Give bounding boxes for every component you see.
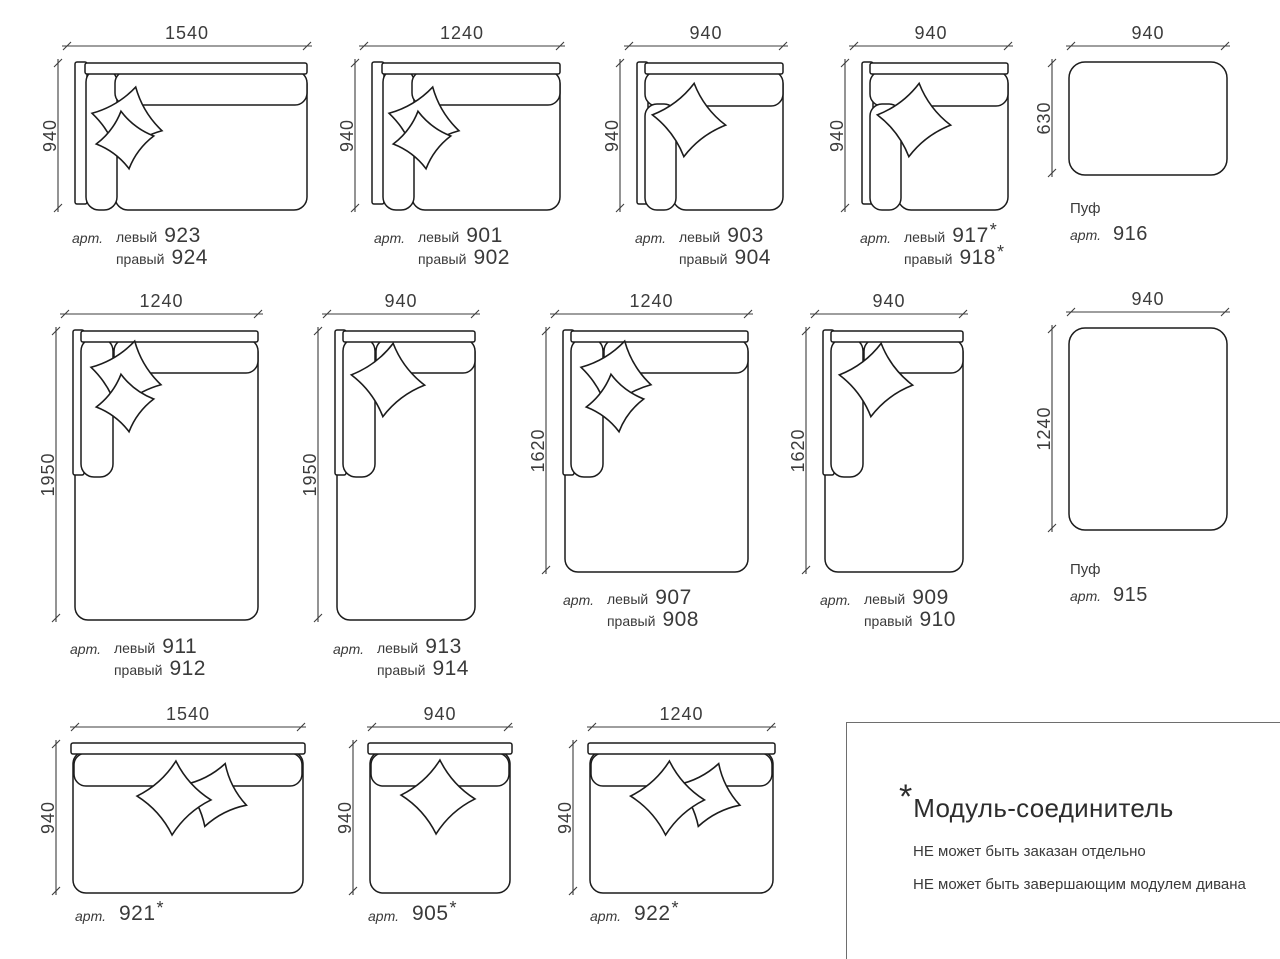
module-903-904 xyxy=(602,23,788,212)
armrest-cushion xyxy=(343,338,375,477)
article-rows xyxy=(114,637,206,681)
height-dimension xyxy=(602,59,624,212)
asterisk-mark: * xyxy=(899,778,913,816)
art-abbr: арт. xyxy=(72,230,103,246)
back-panel xyxy=(588,743,775,754)
art-abbr: арт. xyxy=(635,230,666,246)
module-number: 924 xyxy=(171,246,208,269)
width-dimension xyxy=(1066,23,1230,50)
width-dimension xyxy=(849,23,1013,50)
article-rows xyxy=(118,898,164,926)
height-dimension xyxy=(40,59,62,212)
article-row xyxy=(679,248,771,270)
article-rows xyxy=(418,226,510,270)
height-dimension xyxy=(38,327,60,622)
width-dimension-value: 940 xyxy=(689,23,723,43)
module-number: 907 xyxy=(655,586,692,609)
width-dimension xyxy=(322,291,480,318)
height-dimension-value: 940 xyxy=(335,800,355,835)
back-panel xyxy=(831,331,963,342)
module-917-918 xyxy=(827,23,1013,212)
height-dimension-value: 630 xyxy=(1034,101,1054,135)
width-dimension xyxy=(62,23,312,50)
art-abbr: арт. xyxy=(374,230,405,246)
article-row xyxy=(864,588,956,610)
backrest-cushion xyxy=(870,71,1008,106)
pouf-name: Пуф xyxy=(1070,200,1101,217)
module-number: 901 xyxy=(466,224,503,247)
height-dimension-value: 1620 xyxy=(788,428,808,473)
height-dimension xyxy=(1034,59,1056,177)
back-panel xyxy=(870,63,1008,74)
back-panel xyxy=(343,331,475,342)
module-label xyxy=(860,220,1005,270)
art-abbr: арт. xyxy=(333,641,364,657)
module-label xyxy=(333,637,469,681)
width-dimension xyxy=(1066,289,1230,316)
article-row xyxy=(679,226,771,248)
article-row xyxy=(607,610,699,632)
module-number: 923 xyxy=(164,224,201,247)
back-panel xyxy=(85,63,307,74)
module-number: 909 xyxy=(912,586,949,609)
height-dimension xyxy=(300,327,322,622)
module-variant: правый xyxy=(606,613,656,629)
width-dimension xyxy=(60,291,263,318)
note-title-row xyxy=(899,778,1280,830)
module-variant: левый xyxy=(376,640,419,656)
module-label xyxy=(635,226,771,270)
article-row xyxy=(377,659,469,681)
asterisk: * xyxy=(989,220,997,240)
module-variant: правый xyxy=(678,251,728,267)
width-dimension-value: 1240 xyxy=(659,704,704,724)
art-abbr: арт. xyxy=(368,908,399,924)
backrest-cushion xyxy=(645,71,783,106)
height-dimension xyxy=(827,59,849,212)
art-abbr: арт. xyxy=(820,592,851,608)
module-number: 904 xyxy=(734,246,771,269)
note-line-2: НЕ может быть завершающим модулем дивана xyxy=(913,876,1246,893)
connector-note-box xyxy=(846,722,1280,959)
height-dimension xyxy=(1034,325,1056,532)
height-dimension xyxy=(555,740,577,895)
height-dimension-value: 1950 xyxy=(38,452,58,497)
article-rows xyxy=(411,898,457,926)
module-variant: левый xyxy=(903,229,946,245)
article-row xyxy=(116,226,208,248)
article-row xyxy=(1070,585,1148,607)
art-abbr: арт. xyxy=(75,908,106,924)
module-number: 914 xyxy=(432,657,469,680)
module-label xyxy=(75,898,164,926)
module-911-912 xyxy=(38,291,263,622)
article-row xyxy=(1070,224,1148,246)
module-number: 922 xyxy=(633,902,671,925)
armrest-panel xyxy=(75,62,87,204)
asterisk: * xyxy=(156,898,164,918)
module-number: 910 xyxy=(919,608,956,631)
module-variant: правый xyxy=(903,251,953,267)
width-dimension xyxy=(587,704,776,731)
module-label xyxy=(70,637,206,681)
backrest-cushion xyxy=(115,71,307,105)
width-dimension-value: 940 xyxy=(1131,289,1165,309)
module-number: 918 xyxy=(959,246,996,269)
article-rows xyxy=(864,588,956,632)
article-row xyxy=(118,898,164,926)
article-row xyxy=(864,610,956,632)
module-913-914 xyxy=(300,291,480,622)
connector-note-content xyxy=(847,723,1280,893)
module-variant: левый xyxy=(863,591,906,607)
module-variant: левый xyxy=(115,229,158,245)
pouf-name: Пуф xyxy=(1070,561,1101,578)
article-row xyxy=(607,588,699,610)
module-number: 915 xyxy=(1112,584,1148,606)
module-number: 921 xyxy=(118,902,156,925)
module-number: 912 xyxy=(169,657,206,680)
article-row xyxy=(116,248,208,270)
module-921 xyxy=(38,704,306,895)
width-dimension-value: 940 xyxy=(914,23,948,43)
article-row xyxy=(903,242,1005,270)
height-dimension xyxy=(528,327,550,574)
height-dimension xyxy=(337,59,359,212)
article-rows xyxy=(607,588,699,632)
article-row xyxy=(114,637,206,659)
height-dimension-value: 940 xyxy=(38,800,58,835)
width-dimension-value: 1240 xyxy=(629,291,674,311)
module-916 xyxy=(1034,23,1230,177)
module-variant: правый xyxy=(376,662,426,678)
module-907-908 xyxy=(528,291,753,574)
module-variant: правый xyxy=(863,613,913,629)
article-rows xyxy=(377,637,469,681)
module-label xyxy=(72,226,208,270)
article-rows xyxy=(679,226,771,270)
back-panel xyxy=(71,743,305,754)
height-dimension-value: 1620 xyxy=(528,428,548,473)
height-dimension-value: 940 xyxy=(337,118,357,153)
height-dimension xyxy=(788,327,810,574)
width-dimension-value: 1540 xyxy=(165,704,211,724)
article-row xyxy=(633,898,679,926)
width-dimension xyxy=(359,23,565,50)
module-variant: правый xyxy=(417,251,467,267)
art-abbr: арт. xyxy=(1070,227,1101,243)
art-abbr: арт. xyxy=(563,592,594,608)
width-dimension xyxy=(70,704,306,731)
height-dimension-value: 940 xyxy=(555,800,575,835)
width-dimension-value: 1240 xyxy=(139,291,184,311)
asterisk: * xyxy=(671,898,679,918)
width-dimension xyxy=(624,23,788,50)
back-panel xyxy=(645,63,783,74)
back-panel xyxy=(81,331,258,342)
article-row xyxy=(377,637,469,659)
article-row xyxy=(903,220,1004,248)
note-title: Модуль-соединитель xyxy=(913,793,1174,823)
module-923-924 xyxy=(40,23,312,212)
module-variant: правый xyxy=(115,251,165,267)
module-number: 903 xyxy=(727,224,764,247)
width-dimension-value: 940 xyxy=(384,291,418,311)
module-number: 908 xyxy=(662,608,699,631)
art-abbr: арт. xyxy=(860,230,891,246)
art-abbr: арт. xyxy=(70,641,101,657)
pouf-body xyxy=(1069,62,1227,175)
article-row xyxy=(114,659,206,681)
module-label xyxy=(374,226,510,270)
back-panel xyxy=(571,331,748,342)
pouf-label xyxy=(1070,200,1148,246)
module-label xyxy=(590,898,679,926)
art-abbr: арт. xyxy=(590,908,621,924)
module-variant: правый xyxy=(113,662,163,678)
back-panel xyxy=(368,743,512,754)
note-line-1: НЕ может быть заказан отдельно xyxy=(913,843,1146,860)
module-number: 905 xyxy=(411,902,449,925)
width-dimension-value: 1240 xyxy=(439,23,485,43)
height-dimension xyxy=(335,740,357,895)
armrest-panel xyxy=(372,62,384,204)
module-variant: левый xyxy=(678,229,721,245)
width-dimension-value: 940 xyxy=(423,704,457,724)
module-number: 911 xyxy=(162,635,198,658)
article-rows xyxy=(903,220,1005,270)
width-dimension-value: 1540 xyxy=(164,23,210,43)
module-909-910 xyxy=(788,291,968,574)
width-dimension-value: 940 xyxy=(872,291,906,311)
height-dimension-value: 940 xyxy=(40,118,60,153)
width-dimension xyxy=(367,704,513,731)
module-variant: левый xyxy=(606,591,649,607)
module-label xyxy=(368,898,457,926)
module-905 xyxy=(335,704,513,895)
height-dimension-value: 940 xyxy=(602,118,622,153)
pouf-label xyxy=(1070,561,1148,607)
module-915 xyxy=(1034,289,1230,532)
article-row xyxy=(411,898,457,926)
asterisk: * xyxy=(449,898,457,918)
module-label xyxy=(563,588,699,632)
width-dimension xyxy=(810,291,968,318)
module-922 xyxy=(555,704,776,895)
article-rows xyxy=(633,898,679,926)
back-panel xyxy=(382,63,560,74)
module-number: 902 xyxy=(473,246,510,269)
article-rows xyxy=(116,226,208,270)
module-label xyxy=(820,588,956,632)
module-number: 916 xyxy=(1112,223,1148,245)
height-dimension xyxy=(38,740,60,895)
asterisk: * xyxy=(997,242,1005,262)
width-dimension-value: 940 xyxy=(1131,23,1165,43)
pouf-body xyxy=(1069,328,1227,530)
height-dimension-value: 1240 xyxy=(1034,406,1054,451)
width-dimension xyxy=(550,291,753,318)
height-dimension-value: 940 xyxy=(827,118,847,153)
module-number: 917 xyxy=(952,224,989,247)
module-variant: левый xyxy=(417,229,460,245)
article-row xyxy=(418,226,510,248)
module-901-902 xyxy=(337,23,565,212)
module-variant: левый xyxy=(113,640,156,656)
article-row xyxy=(418,248,510,270)
module-number: 913 xyxy=(425,635,462,658)
height-dimension-value: 1950 xyxy=(300,452,320,497)
art-abbr: арт. xyxy=(1070,588,1101,604)
armrest-cushion xyxy=(831,338,863,477)
